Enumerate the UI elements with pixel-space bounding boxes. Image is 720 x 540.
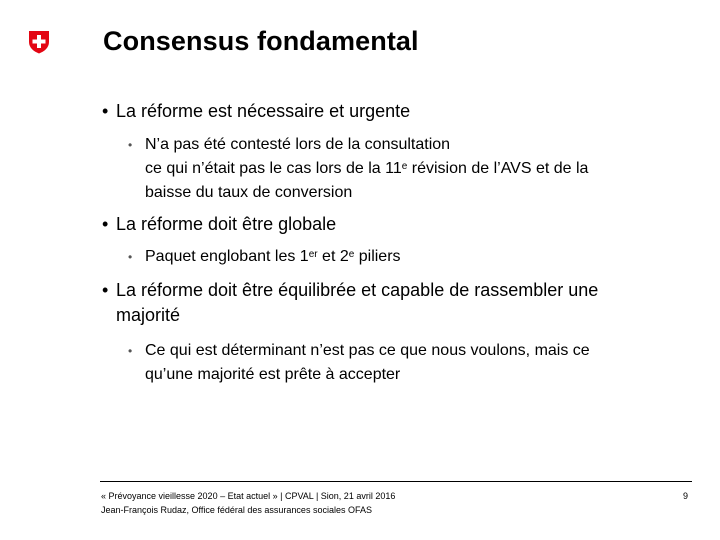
page-title: Consensus fondamental [103, 26, 419, 56]
sub-bullet-3-line-2: qu’une majorité est prête à accepter [145, 366, 401, 383]
sub-bullet-2-text: Paquet englobant les 1er et 2e piliers [145, 248, 401, 265]
sub-bullet-marker: • [128, 250, 133, 264]
footer-divider [100, 481, 692, 482]
sub-bullet-marker: • [128, 344, 133, 358]
bullet-marker: • [102, 280, 109, 300]
bullet-2-text: La réforme doit être globale [116, 214, 337, 234]
bullet-marker: • [102, 214, 109, 234]
footer-line-2: Jean-François Rudaz, Office fédéral des assurances sociales OFAS [101, 505, 372, 515]
sub-bullet-marker: • [128, 138, 133, 152]
sub-bullet-1-line-1: N’a pas été contesté lors de la consultation [145, 136, 451, 153]
page-number: 9 [682, 491, 688, 501]
footer-line-1: « Prévoyance vieillesse 2020 – Etat actuel » | CPVAL | Sion, 21 avril 2016 [101, 491, 396, 501]
bullet-marker: • [102, 101, 109, 121]
bullet-3-line-1: La réforme doit être équilibrée et capable de rassembler une [116, 280, 599, 300]
bullet-3-line-2: majorité [116, 305, 181, 325]
sub-bullet-3-line-1: Ce qui est déterminant n’est pas ce que nous voulons, mais ce [145, 342, 590, 359]
bullet-1-text: La réforme est nécessaire et urgente [116, 101, 411, 121]
sub-bullet-1-line-2: ce qui n’était pas le cas lors de la 11e révision de l’AVS et de la [145, 160, 589, 177]
sub-bullet-1-line-3: baisse du taux de conversion [145, 184, 353, 201]
swiss-cross-icon [28, 30, 50, 54]
